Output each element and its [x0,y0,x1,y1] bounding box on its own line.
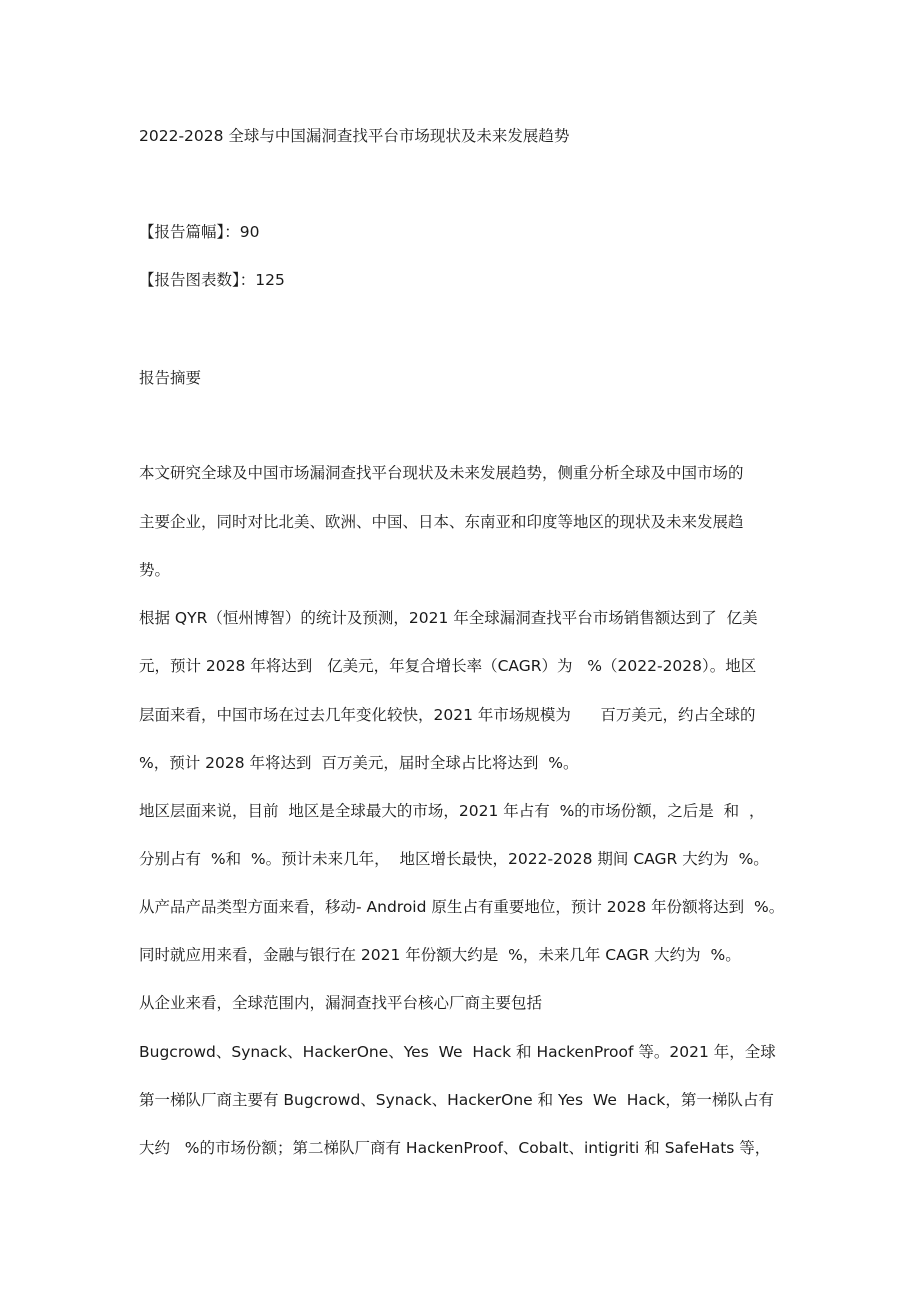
paragraph-line: %，预计 2028 年将达到 百万美元，届时全球占比将达到 %。 [139,754,579,772]
paragraph-line: 第一梯队厂商主要有 Bugcrowd、Synack、HackerOne 和 Yes We Hack，第一梯队占有 [139,1091,774,1109]
paragraph-line: Bugcrowd、Synack、HackerOne、Yes We Hack 和 HackenProof 等。2021 年，全球 [139,1043,776,1061]
paragraph-line: 本文研究全球及中国市场漏洞查找平台现状及未来发展趋势，侧重分析全球及中国市场的 [139,464,744,482]
report-charts-count: 【报告图表数】：125 [139,271,285,289]
paragraph-line: 分别占有 %和 %。预计未来几年， 地区增长最快，2022-2028 期间 CAGR 大约为 %。 [139,850,769,868]
paragraph-line: 大约 %的市场份额；第二梯队厂商有 HackenProof、Cobalt、intigriti 和 SafeHats 等， [139,1139,771,1157]
paragraph-line: 主要企业，同时对比北美、欧洲、中国、日本、东南亚和印度等地区的现状及未来发展趋 [139,513,744,531]
paragraph-line: 同时就应用来看，金融与银行在 2021 年份额大约是 %，未来几年 CAGR 大约为 %。 [139,946,741,964]
paragraph-line: 从产品产品类型方面来看，移动- Android 原生占有重要地位，预计 2028 年份额将达到 %。 [139,898,785,916]
paragraph-line: 势。 [139,561,171,579]
report-pages-count: 【报告篇幅】：90 [139,223,260,241]
paragraph-line: 从企业来看，全球范围内，漏洞查找平台核心厂商主要包括 [139,994,543,1012]
paragraph-line: 元，预计 2028 年将达到 亿美元，年复合增长率（CAGR）为 %（2022-2028）。地区 [139,657,757,675]
paragraph-line: 根据 QYR（恒州博智）的统计及预测，2021 年全球漏洞查找平台市场销售额达到了 亿美 [139,609,758,627]
report-title: 2022-2028 全球与中国漏洞查找平台市场现状及未来发展趋势 [139,127,570,145]
paragraph-line: 地区层面来说，目前 地区是全球最大的市场，2021 年占有 %的市场份额，之后是 和 ， [139,802,765,820]
summary-heading: 报告摘要 [139,369,202,387]
paragraph-line: 层面来看，中国市场在过去几年变化较快，2021 年市场规模为 百万美元，约占全球的 [139,706,756,724]
